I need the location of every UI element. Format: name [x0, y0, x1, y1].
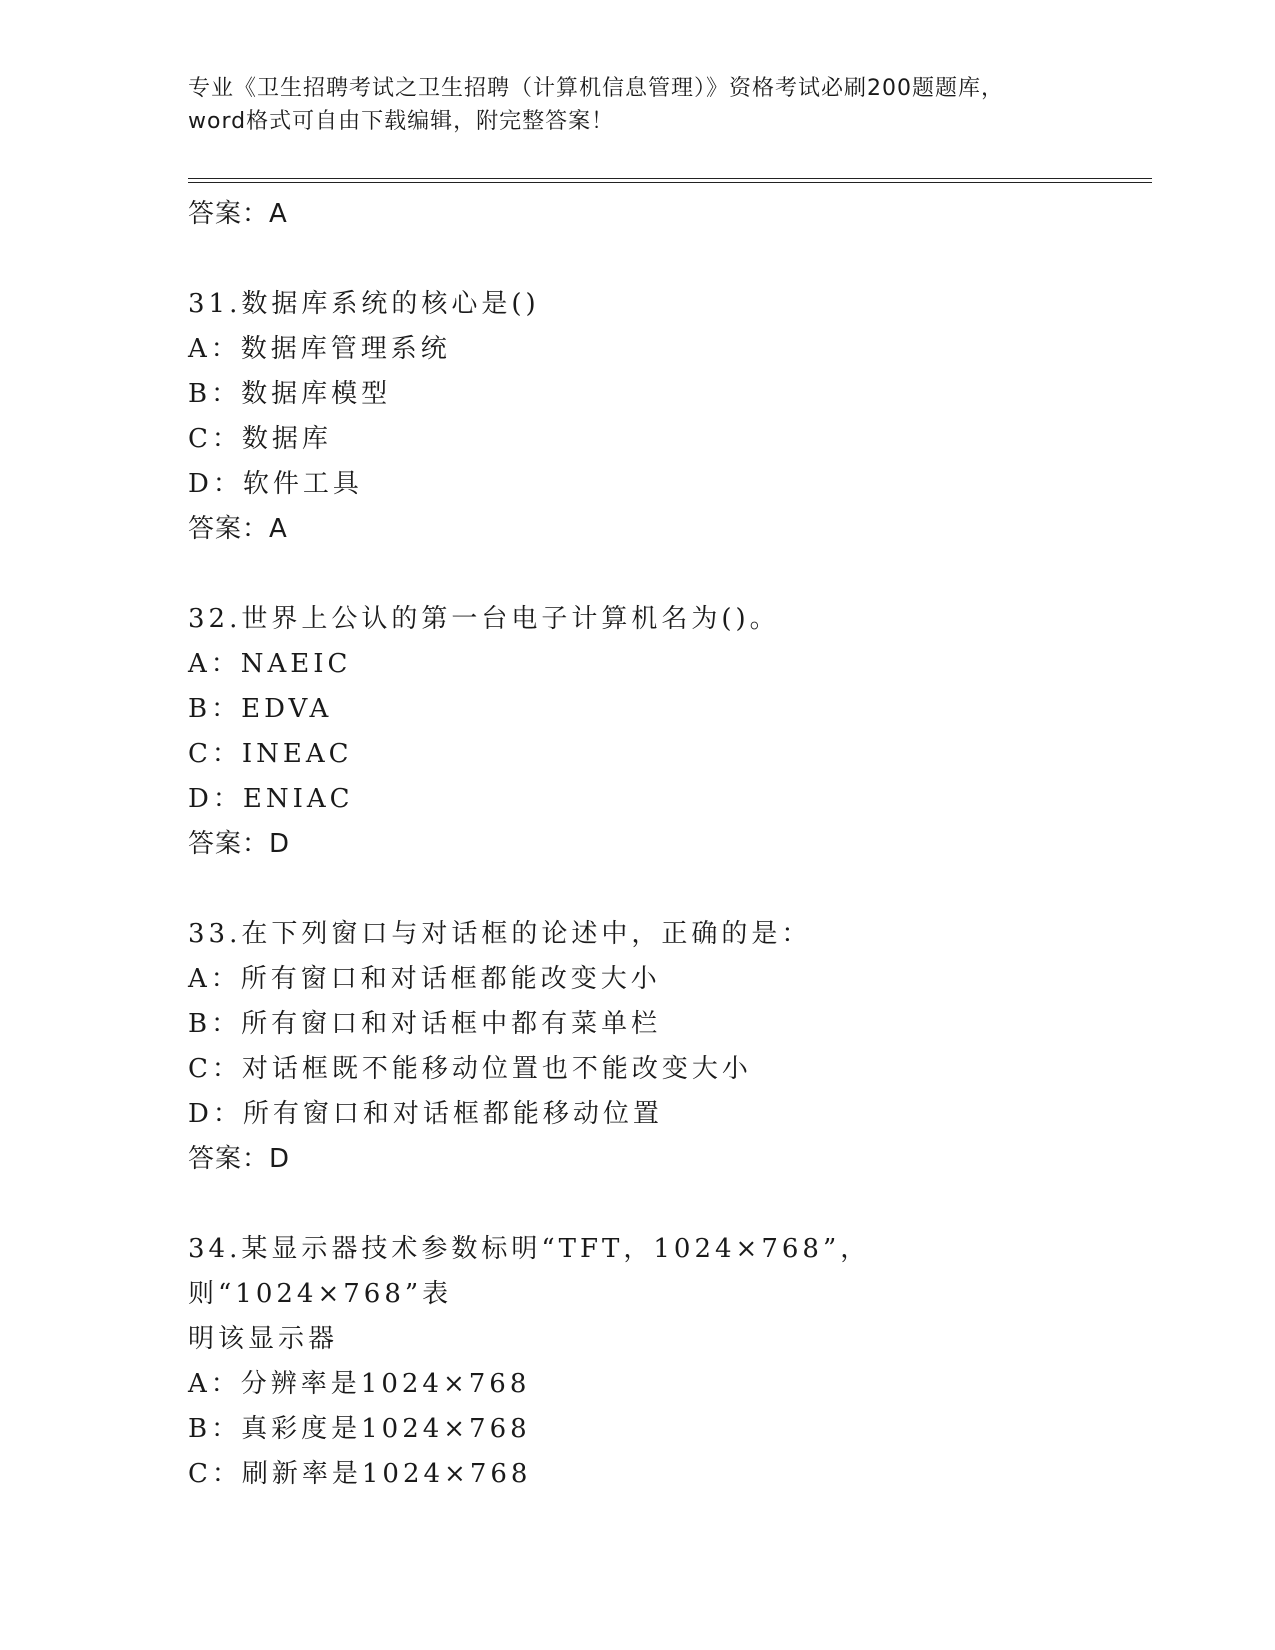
question-31 — [188, 282, 1148, 551]
option-b: B：所有窗口和对话框中都有菜单栏 — [188, 1009, 662, 1039]
option-c: C：INEAC — [188, 739, 353, 769]
question-list — [188, 192, 1148, 1497]
option-b: B：真彩度是1024×768 — [188, 1414, 531, 1444]
question-33 — [188, 912, 1148, 1181]
option-c: C：刷新率是1024×768 — [188, 1459, 532, 1489]
option-d: D：软件工具 — [188, 469, 363, 499]
question-stem: 32.世界上公认的第一台电子计算机名为()。 — [188, 604, 780, 634]
question-stem: 31.数据库系统的核心是() — [188, 289, 540, 319]
option-a: A：所有窗口和对话框都能改变大小 — [188, 964, 661, 994]
option-b: B：数据库模型 — [188, 379, 392, 409]
option-c: C：数据库 — [188, 424, 332, 454]
question-stem-line-2: 明该显示器 — [188, 1324, 339, 1354]
option-a: A：NAEIC — [188, 649, 352, 679]
header-line-1: 专业《卫生招聘考试之卫生招聘（计算机信息管理）》资格考试必刷200题题库， — [188, 76, 1004, 101]
question-stem-line-1: 34.某显示器技术参数标明“TFT，1024×768”，则“1024×768”表 — [188, 1234, 871, 1309]
document-header — [188, 72, 1088, 138]
answer-label: 答案：D — [188, 829, 291, 859]
option-b: B：EDVA — [188, 694, 333, 724]
option-a: A：分辨率是1024×768 — [188, 1369, 531, 1399]
header-divider — [188, 178, 1152, 183]
option-a: A：数据库管理系统 — [188, 334, 451, 364]
option-d: D：ENIAC — [188, 784, 354, 814]
question-stem: 33.在下列窗口与对话框的论述中，正确的是： — [188, 919, 812, 949]
header-line-2: word格式可自由下载编辑，附完整答案！ — [188, 109, 615, 134]
option-c: C：对话框既不能移动位置也不能改变大小 — [188, 1054, 752, 1084]
option-d: D：所有窗口和对话框都能移动位置 — [188, 1099, 663, 1129]
question-34 — [188, 1227, 1148, 1497]
answer-label: 答案：A — [188, 199, 288, 229]
answer-label: 答案：A — [188, 514, 288, 544]
answer-label: 答案：D — [188, 1144, 291, 1174]
question-32 — [188, 597, 1148, 866]
